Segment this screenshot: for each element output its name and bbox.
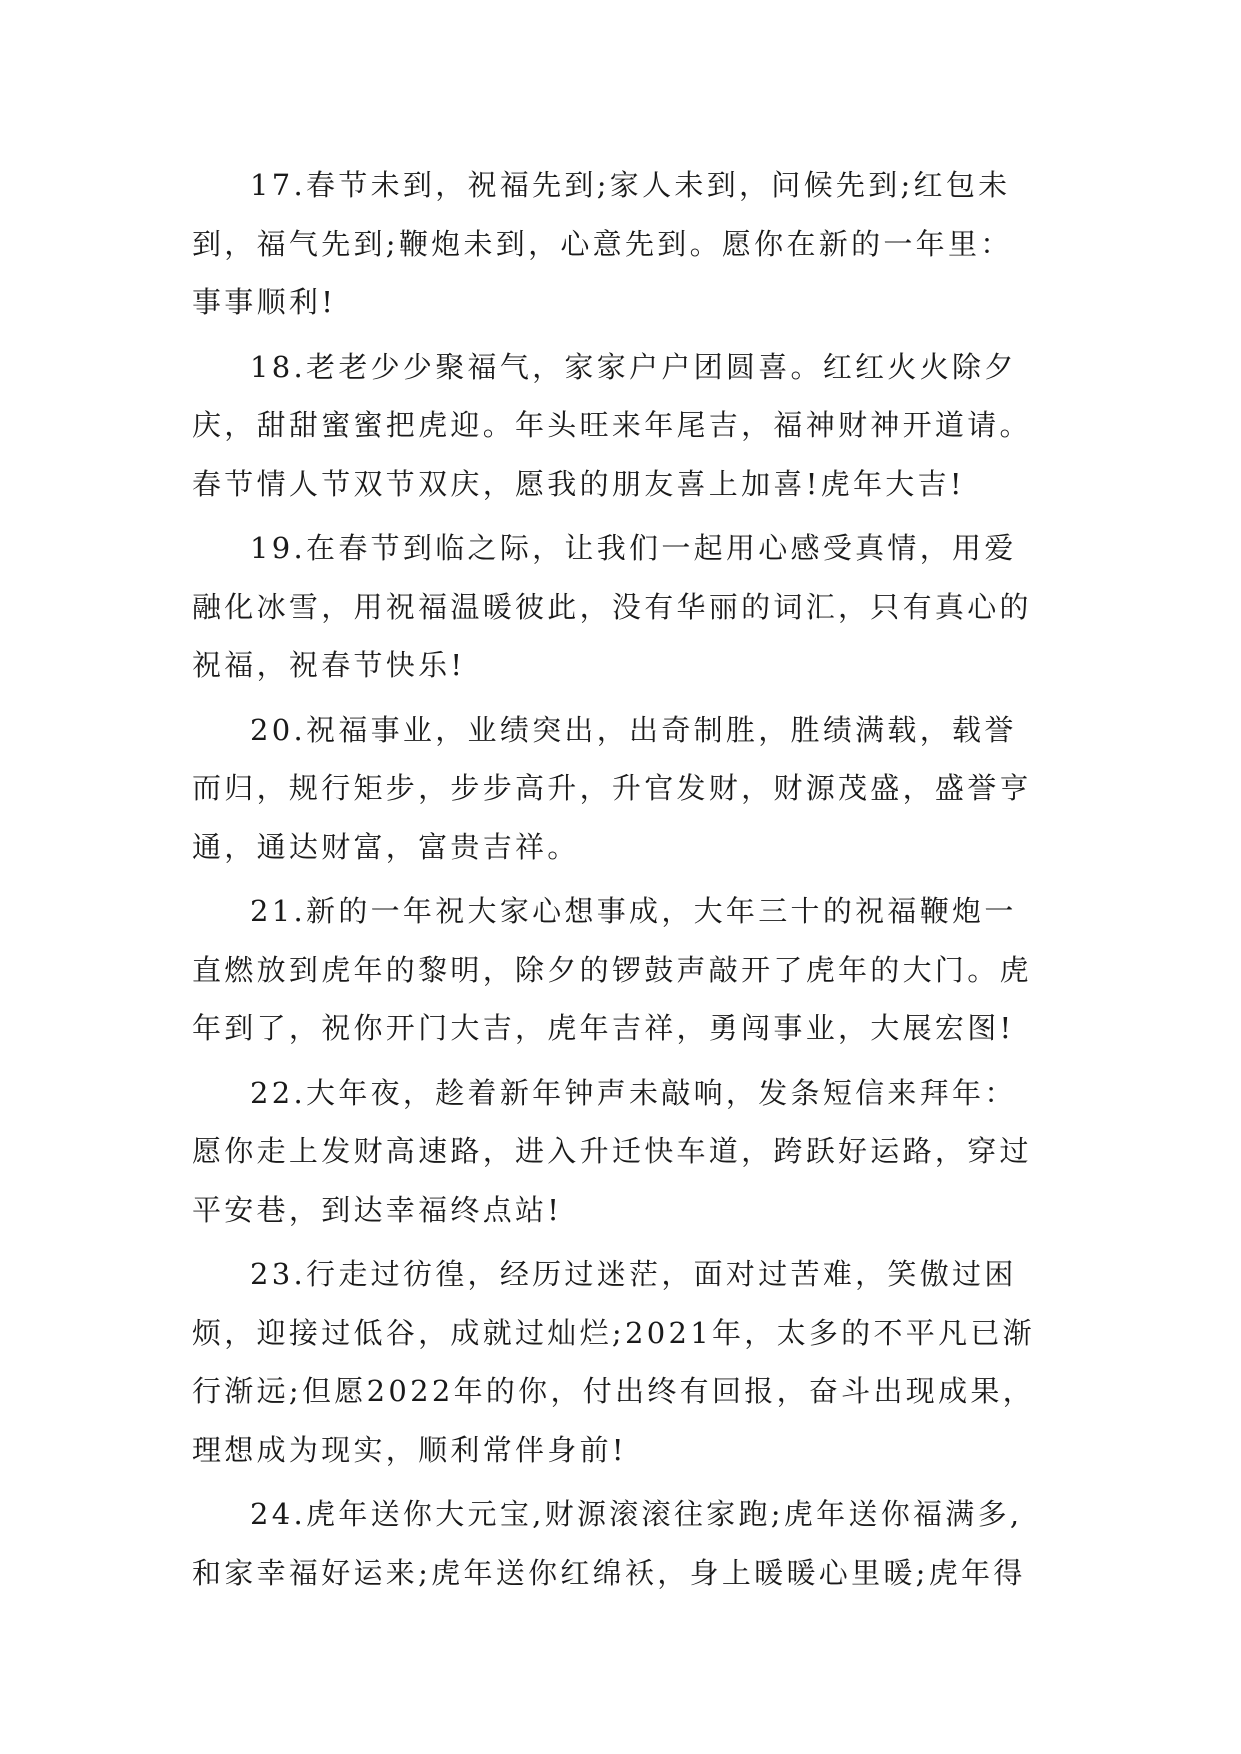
paragraph-24: 24.虎年送你大元宝,财源滚滚往家跑;虎年送你福满多, 和家幸福好运来;虎年送你红绵袄，身上暖暖心里暖;虎年得: [192, 1497, 1026, 1590]
paragraph-19: 19.在春节到临之际，让我们一起用心感受真情，用爱 融化冰雪，用祝福温暖彼此，没有华丽的词汇，只有真心的 祝福，祝春节快乐!: [192, 531, 1032, 682]
document-body: [192, 156, 1056, 1608]
paragraph-22: 22.大年夜，趁着新年钟声未敲响，发条短信来拜年： 愿你走上发财高速路，进入升迁快车道，跨跃好运路，穿过 平安巷，到达幸福终点站!: [192, 1075, 1032, 1227]
paragraph-21: 21.新的一年祝大家心想事成，大年三十的祝福鞭炮一 直燃放到虎年的黎明，除夕的锣鼓声敲开了虎年的大门。虎 年到了，祝你开门大吉，虎年吉祥，勇闯事业，大展宏图!: [192, 894, 1032, 1045]
paragraph-20: 20.祝福事业，业绩突出，出奇制胜，胜绩满载，载誉 而归，规行矩步，步步高升，升官发财，财源茂盛，盛誉亨 通，通达财富，富贵吉祥。: [192, 712, 1032, 864]
paragraph-17: 17.春节未到，祝福先到;家人未到，问候先到;红包未 到，福气先到;鞭炮未到，心意先到。愿你在新的一年里： 事事顺利!: [192, 168, 1013, 319]
paragraph-18: 18.老老少少聚福气，家家户户团圆喜。红红火火除夕 庆，甜甜蜜蜜把虎迎。年头旺来年尾吉，福神财神开道请。 春节情人节双节双庆，愿我的朋友喜上加喜!虎年大吉!: [192, 349, 1032, 501]
paragraph-23: 23.行走过彷徨，经历过迷茫，面对过苦难，笑傲过困 烦，迎接过低谷，成就过灿烂;2021年，太多的不平凡已渐 行渐远;但愿2022年的你，付出终有回报，奋斗出现成果， 理想成为现实，顺利常伴身前!: [192, 1257, 1035, 1467]
